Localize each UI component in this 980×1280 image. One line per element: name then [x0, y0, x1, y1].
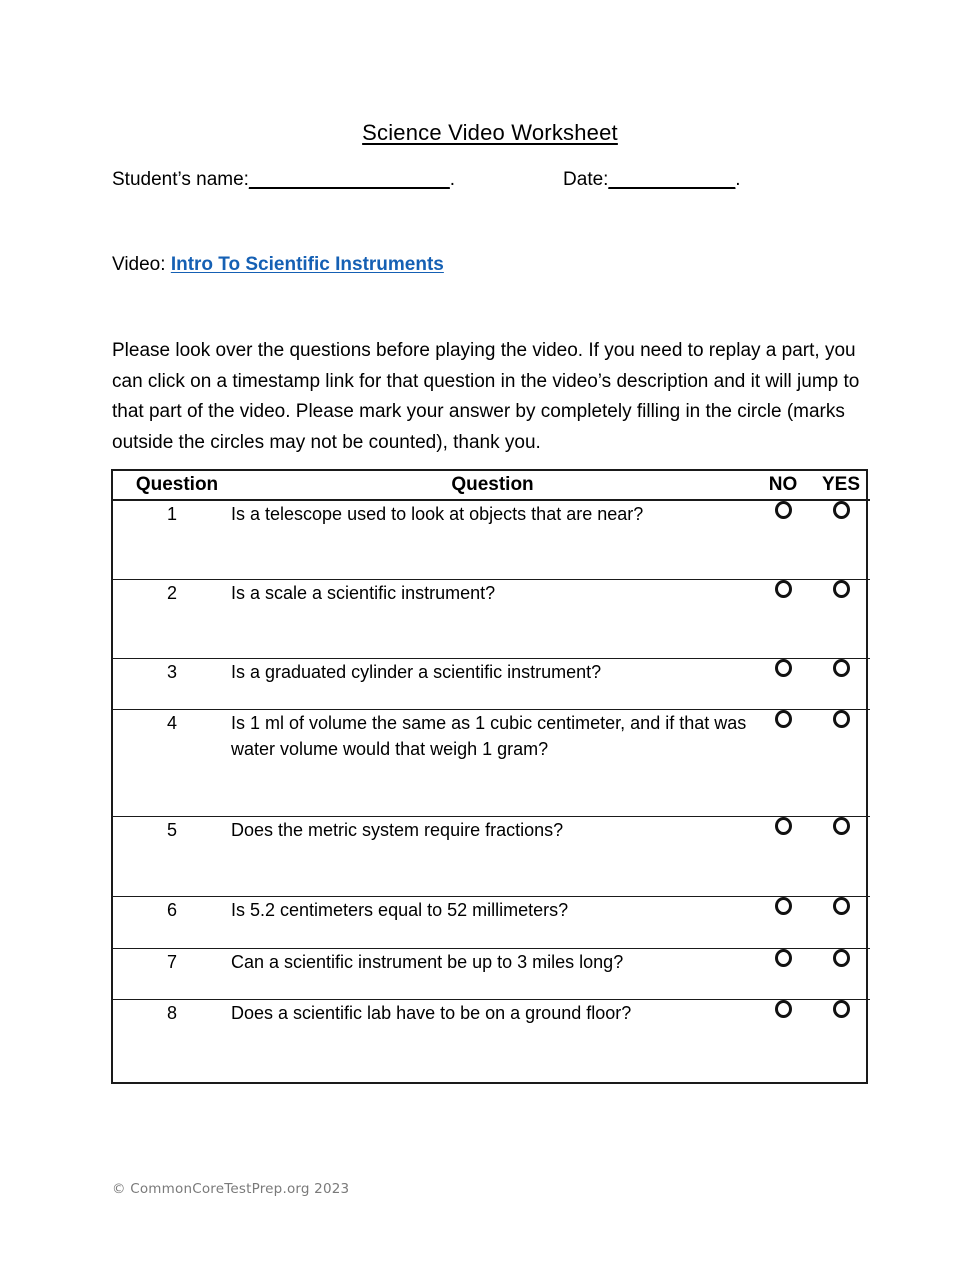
header-yes: YES: [812, 471, 870, 500]
video-label: Video:: [112, 254, 166, 275]
table-row: [113, 659, 870, 710]
table-header-row: [113, 471, 870, 500]
answer-cell-yes: [812, 710, 870, 817]
table-row: [113, 580, 870, 659]
question-text: Is a graduated cylinder a scientific instrument?: [231, 659, 754, 710]
no-bubble-radio[interactable]: [775, 659, 792, 677]
question-number: 4: [113, 710, 231, 817]
yes-bubble-radio[interactable]: [833, 949, 850, 967]
video-line: [112, 252, 444, 278]
no-bubble-radio[interactable]: [775, 580, 792, 598]
answer-cell-no: [754, 1000, 812, 1083]
no-bubble-radio[interactable]: [775, 501, 792, 519]
table-row: [113, 500, 870, 580]
question-number: 3: [113, 659, 231, 710]
question-number: 1: [166, 504, 177, 524]
question-text: Does the metric system require fractions?: [231, 817, 754, 897]
question-text: Can a scientific instrument be up to 3 miles long?: [231, 949, 754, 1000]
answer-cell-yes: [812, 580, 870, 659]
date-label: Date:: [563, 169, 609, 190]
question-text: Does a scientific lab have to be on a ground floor?: [231, 1000, 754, 1083]
date-trailing-punctuation: .: [735, 169, 741, 190]
date-field[interactable]: ____________: [608, 169, 736, 190]
answer-cell-no: [754, 659, 812, 710]
yes-bubble-radio[interactable]: [833, 817, 850, 835]
yes-bubble-radio[interactable]: [833, 710, 850, 728]
questions-table: [111, 469, 868, 1084]
student-name-trailing-punctuation: .: [449, 169, 456, 190]
page-title: [112, 118, 868, 148]
answer-cell-yes: [812, 817, 870, 897]
no-bubble-radio[interactable]: [775, 710, 792, 728]
instructions-paragraph: Please look over the questions before playing the video. If you need to replay a part, you can click on a timestamp link for that question in the video’s description and it will jump to that part of the video. Please mark your answer by completely filling in the circle (marks outside the circles may not be counted), thank you.: [112, 340, 860, 453]
no-bubble-radio[interactable]: [775, 817, 792, 835]
answer-cell-no: [754, 817, 812, 897]
student-info-line: [112, 167, 868, 193]
table-row: [113, 1000, 870, 1083]
answer-cell-no: [754, 897, 812, 949]
answer-cell-yes: [812, 897, 870, 949]
question-number: 6: [113, 897, 231, 949]
header-question-number: Question: [113, 471, 231, 500]
question-number: 2: [113, 580, 231, 659]
page-title-text: Science Video Worksheet: [362, 120, 618, 145]
student-name-label: Student’s name:: [112, 169, 249, 190]
yes-bubble-radio[interactable]: [833, 659, 850, 677]
table-row: [113, 817, 870, 897]
yes-bubble-radio[interactable]: [833, 501, 850, 519]
footer-copyright: © CommonCoreTestPrep.org 2023: [112, 1181, 350, 1197]
table-row: [113, 710, 870, 817]
answer-cell-no: [754, 949, 812, 1000]
header-no: NO: [754, 471, 812, 500]
question-text: Is 5.2 centimeters equal to 52 millimeters?: [231, 897, 754, 949]
yes-bubble-radio[interactable]: [833, 1000, 850, 1018]
no-bubble-radio[interactable]: [775, 1000, 792, 1018]
question-number: 8: [113, 1000, 231, 1083]
header-question-text: Question: [231, 471, 754, 500]
answer-cell-yes: [812, 659, 870, 710]
yes-bubble-radio[interactable]: [833, 580, 850, 598]
answer-cell-no: [754, 710, 812, 817]
answer-cell-yes: [812, 949, 870, 1000]
question-number: 7: [113, 949, 231, 1000]
table-row: [113, 897, 870, 949]
question-text: Is a telescope used to look at objects that are near?: [231, 504, 644, 524]
question-text: Is a scale a scientific instrument?: [231, 580, 754, 659]
question-text: Is 1 ml of volume the same as 1 cubic centimeter, and if that was water volume would that weigh 1 gram?: [231, 710, 754, 817]
answer-cell-no: [754, 580, 812, 659]
table-row: [113, 949, 870, 1000]
answer-cell-yes: [812, 500, 870, 580]
answer-cell-no: [754, 500, 812, 580]
question-number: 5: [113, 817, 231, 897]
no-bubble-radio[interactable]: [775, 897, 792, 915]
no-bubble-radio[interactable]: [775, 949, 792, 967]
yes-bubble-radio[interactable]: [833, 897, 850, 915]
answer-cell-yes: [812, 1000, 870, 1083]
video-link[interactable]: Intro To Scientific Instruments: [170, 254, 444, 275]
student-name-field[interactable]: ___________________: [248, 169, 450, 190]
